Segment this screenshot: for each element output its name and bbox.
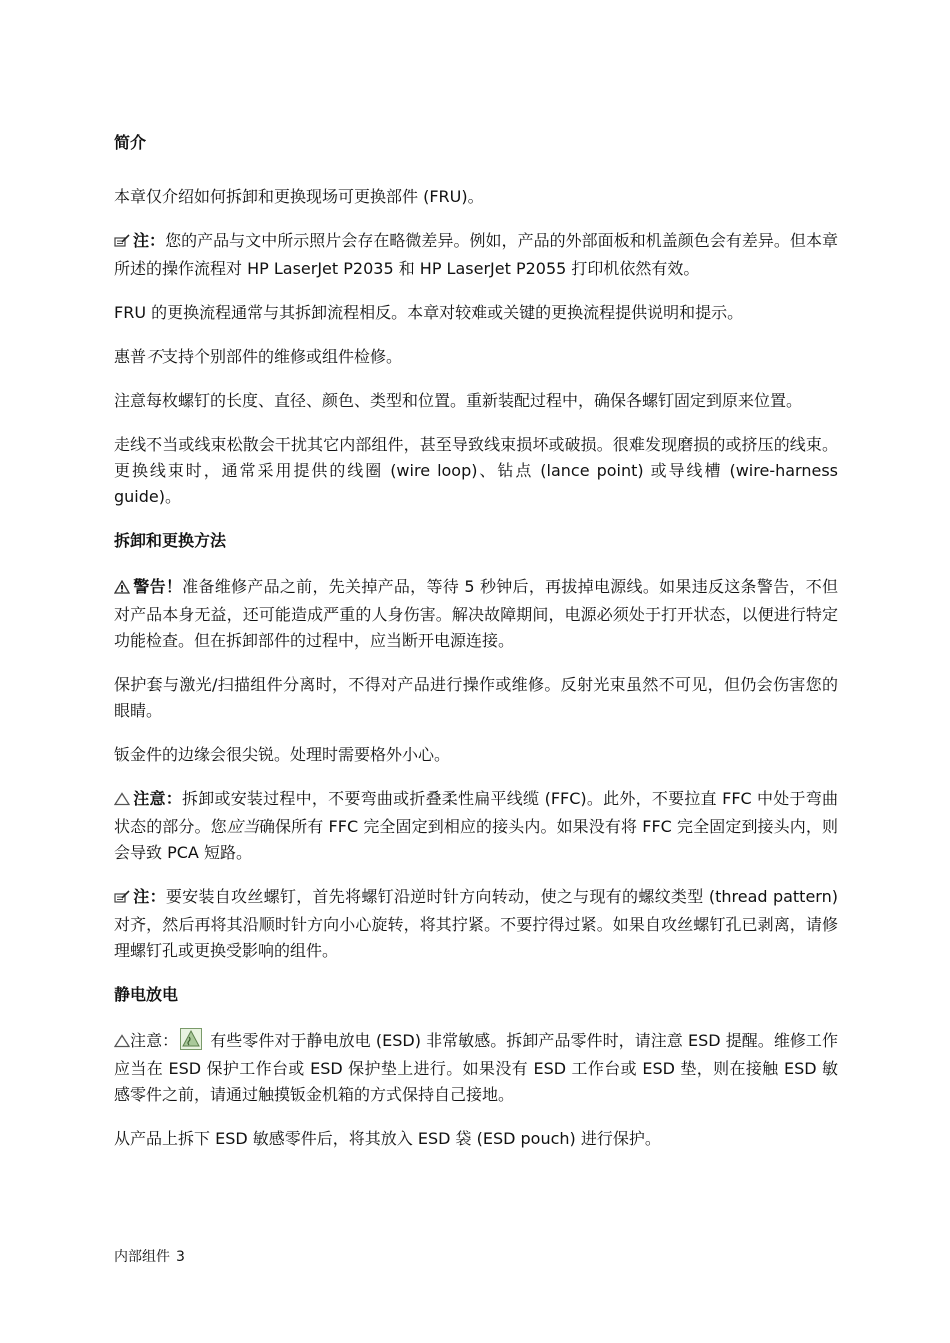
support-text-b: 支持个别部件的维修或组件检修。 <box>162 347 403 366</box>
esd-pouch-paragraph: 从产品上拆下 ESD 敏感零件后，将其放入 ESD 袋 (ESD pouch) 进行保护。 <box>114 1129 661 1148</box>
fru-paragraph: FRU 的更换流程通常与其拆卸流程相反。本章对较难或关键的更换流程提供说明和提示。 <box>114 303 744 322</box>
caution-ffc <box>114 786 838 866</box>
laser-paragraph: 保护套与激光/扫描组件分离时，不得对产品进行操作或维修。反射光束虽然不可见，但仍会伤害您的眼睛。 <box>114 675 838 720</box>
screw-paragraph: 注意每枚螺钉的长度、直径、颜色、类型和位置。重新装配过程中，确保各螺钉固定到原来位置。 <box>114 391 803 410</box>
esd-text: 有些零件对于静电放电 (ESD) 非常敏感。拆卸产品零件时，请注意 ESD 提醒。维修工作应当在 ESD 保护工作台或 ESD 保护垫上进行。如果没有 ESD 工作台或 ESD 垫，则在接触 ESD 敏感零件之前，请通过触摸钣金机箱的方式保持自己接地。 <box>114 1031 838 1104</box>
warning-text: 准备维修产品之前，先关掉产品，等待 5 秒钟后，再拔掉电源线。如果违反这条警告，不但对产品本身无益，还可能造成严重的人身伤害。解决故障期间，电源必须处于打开状态，以便进行特定功能检查。但在拆卸部件的过程中，应当断开电源连接。 <box>114 577 838 650</box>
esd-heading: 静电放电 <box>114 985 179 1004</box>
sheetmetal-paragraph: 钣金件的边缘会很尖锐。处理时需要格外小心。 <box>114 745 451 764</box>
wire-paragraph: 走线不当或线束松散会干扰其它内部组件，甚至导致线束损坏或破损。很难发现磨损的或挤压的线束。更换线束时，通常采用提供的线圈 (wire loop)、钻点 (lance point) 或导线槽 (wire-harness guide)。 <box>114 435 838 506</box>
note-photos <box>114 228 838 282</box>
page-footer <box>114 1246 191 1266</box>
warning-block <box>114 574 838 654</box>
note-screws <box>114 884 838 964</box>
warning-label: 警告！ <box>133 577 183 596</box>
caution-text-b: 确保所有 FFC 完全固定到相应的接头内。如果没有将 FFC 完全固定到接头内，则会导致 PCA 短路。 <box>114 817 838 862</box>
esd-label: 注意： <box>130 1031 179 1050</box>
support-emphasis: 不 <box>146 347 163 366</box>
support-text-a: 惠普 <box>114 347 147 366</box>
esd-icon <box>180 1028 202 1050</box>
note-icon <box>114 230 130 256</box>
footer-chapter: 内部组件 <box>114 1249 170 1265</box>
footer-page-number: 3 <box>176 1249 185 1265</box>
caution-icon <box>114 1030 130 1056</box>
content-column <box>114 130 838 1170</box>
note-icon <box>114 886 130 912</box>
method-heading: 拆卸和更换方法 <box>114 531 227 550</box>
note-text: 要安装自攻丝螺钉，首先将螺钉沿逆时针方向转动，使之与现有的螺纹类型 (thread pattern) 对齐，然后再将其沿顺时针方向小心旋转，将其拧紧。不要拧得过紧。如果自攻丝螺钉孔已剥离，请修理螺钉孔或更换受影响的组件。 <box>114 887 838 960</box>
warning-icon <box>114 576 130 602</box>
esd-caution <box>114 1028 838 1108</box>
intro-paragraph: 本章仅介绍如何拆卸和更换现场可更换部件 (FRU)。 <box>114 187 484 206</box>
caution-emphasis: 应当 <box>226 817 259 836</box>
note-label: 注： <box>133 231 166 250</box>
caution-label: 注意： <box>133 789 182 808</box>
note-label: 注： <box>133 887 166 906</box>
support-paragraph <box>114 344 838 370</box>
caution-icon <box>114 788 130 814</box>
note-text: 您的产品与文中所示照片会存在略微差异。例如，产品的外部面板和机盖颜色会有差异。但本章所述的操作流程对 HP LaserJet P2035 和 HP LaserJet P2055 打印机依然有效。 <box>114 231 838 278</box>
intro-heading: 简介 <box>114 133 147 152</box>
caution-text-a: 拆卸或安装过程中，不要弯曲或折叠柔性扁平线缆 (FFC)。此外，不要拉直 FFC 中处于弯曲状态的部分。您 <box>114 789 838 836</box>
